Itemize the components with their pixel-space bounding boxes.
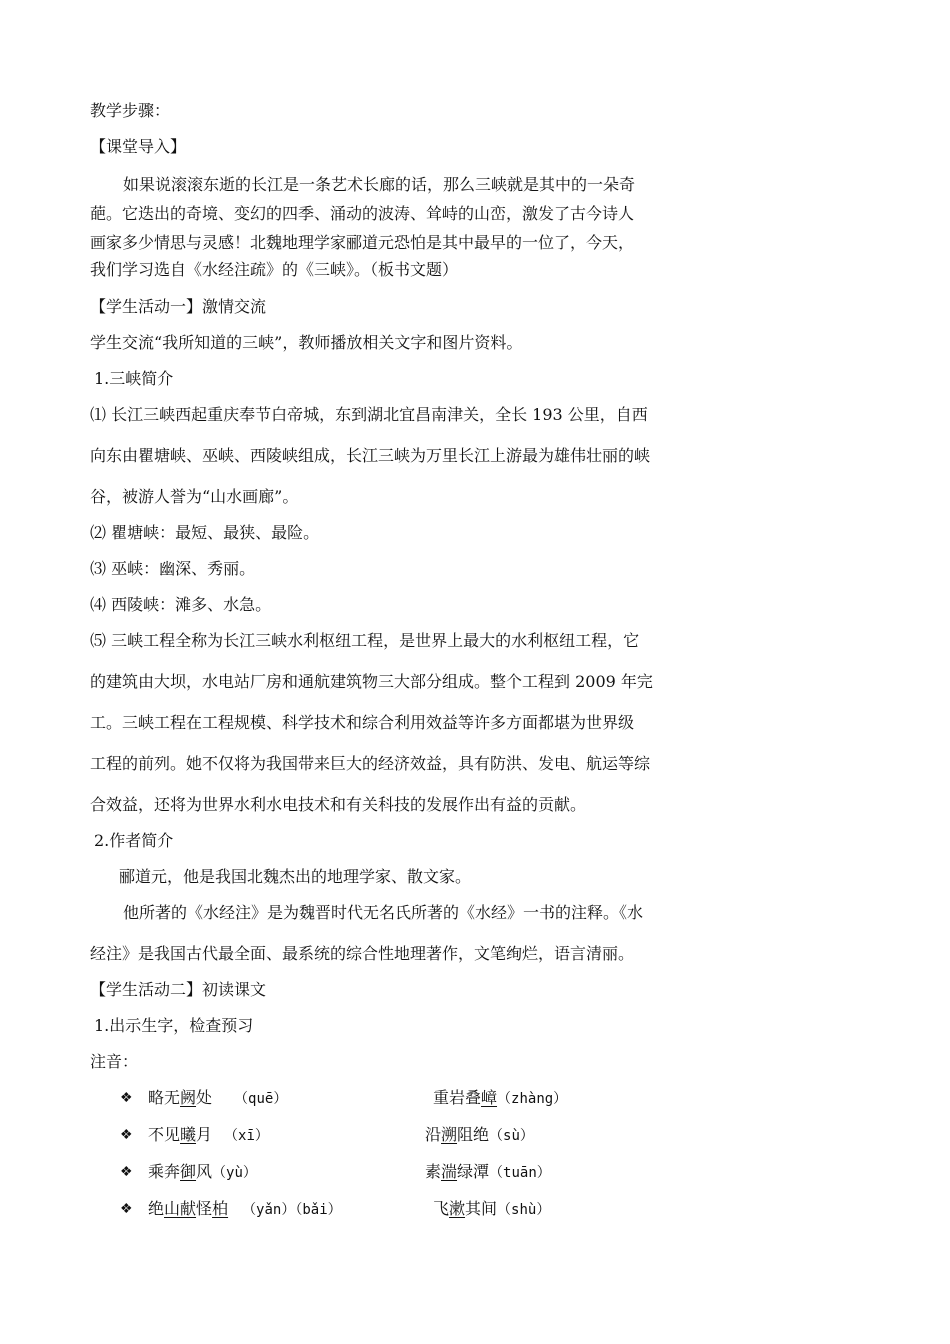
section-paragraph-line: 谷，被游人誉为“山水画廊”。 [90, 487, 299, 506]
author-paragraph-line: 郦道元，他是我国北魏杰出的地理学家、散文家。 [119, 867, 472, 886]
section-paragraph-line: ⑴ 长江三峡西起重庆奉节白帝城，东到湖北宜昌南津关，全长 193 公里，自西 [90, 405, 648, 424]
notes-label: 注音： [90, 1052, 139, 1071]
intro-paragraph-line: 如果说滚滚东逝的长江是一条艺术长廊的话，那么三峡就是其中的一朵奇 [123, 175, 636, 194]
underlined-character: 曦 [180, 1125, 197, 1144]
underlined-character: 阙 [180, 1088, 197, 1107]
author-paragraph-line: 他所著的《水经注》是为魏晋时代无名氏所著的《水经》一书的注释。《水 [123, 903, 644, 922]
diamond-bullet-icon: ❖ [120, 1164, 133, 1180]
section-paragraph-line: 合效益，还将为世界水利水电技术和有关科技的发展作出有益的贡献。 [90, 795, 587, 814]
underlined-character: 湍 [441, 1162, 458, 1181]
pinyin: （yǎn）（bǎi） [242, 1202, 342, 1218]
pinyin: （shù） [497, 1202, 551, 1218]
underlined-character: 柏 [212, 1199, 229, 1218]
vocab-item: 沿溯阻绝（sù） [425, 1125, 534, 1144]
vocab-item: 重岩叠嶂（zhàng） [433, 1088, 568, 1107]
vocab-item: 乘奔御风（yù） [148, 1162, 257, 1181]
section-paragraph-line: 向东由瞿塘峡、巫峡、西陵峡组成，长江三峡为万里长江上游最为雄伟壮丽的峡 [90, 446, 651, 465]
intro-paragraph-line: 我们学习选自《水经注疏》的《三峡》。（板书文题） [90, 260, 459, 279]
activity2-heading: 【学生活动二】初读课文 [90, 980, 267, 999]
pinyin: （xī） [224, 1128, 269, 1144]
section-title-author: 2.作者简介 [94, 831, 174, 850]
vocab-item: 飞漱其间（shù） [433, 1199, 551, 1218]
diamond-bullet-icon: ❖ [120, 1090, 133, 1106]
intro-paragraph-line: 画家多少情思与灵感！北魏地理学家郦道元恐怕是其中最早的一位了，今天， [90, 233, 635, 252]
underlined-character: 漱 [449, 1199, 466, 1218]
underlined-character: 山献 [164, 1199, 197, 1218]
pinyin: （yù） [212, 1165, 257, 1181]
vocab-item: 绝山献怪柏 （yǎn）（bǎi） [148, 1199, 342, 1218]
diamond-bullet-icon: ❖ [120, 1127, 133, 1143]
section-paragraph-line: 工程的前列。她不仅将为我国带来巨大的经济效益，具有防洪、发电、航运等综 [90, 754, 651, 773]
section-paragraph-line: 工。三峡工程在工程规模、科学技术和综合利用效益等许多方面都堪为世界级 [90, 713, 635, 732]
activity1-heading: 【学生活动一】激情交流 [90, 297, 267, 316]
diamond-bullet-icon: ❖ [120, 1201, 133, 1217]
underlined-character: 溯 [441, 1125, 458, 1144]
vocab-item: 素湍绿潭（tuān） [425, 1162, 551, 1181]
activity1-description: 学生交流“我所知道的三峡”，教师播放相关文字和图片资料。 [90, 333, 523, 352]
pinyin: （quē） [234, 1091, 288, 1107]
author-paragraph-line: 经注》是我国古代最全面、最系统的综合性地理著作，文笔绚烂，语言清丽。 [90, 944, 635, 963]
underlined-character: 御 [180, 1162, 197, 1181]
pinyin: （tuān） [489, 1165, 551, 1181]
section-paragraph-line: ⑵ 瞿塘峡：最短、最狭、最险。 [90, 523, 320, 542]
section-paragraph-line: 的建筑由大坝，水电站厂房和通航建筑物三大部分组成。整个工程到 2009 年完 [90, 672, 653, 691]
intro-heading: 【课堂导入】 [90, 137, 187, 156]
intro-paragraph-line: 葩。它迭出的奇境、变幻的四季、涌动的波涛、耸峙的山峦，激发了古今诗人 [90, 204, 635, 223]
section-paragraph-line: ⑶ 巫峡：幽深、秀丽。 [90, 559, 256, 578]
pinyin: （sù） [489, 1128, 534, 1144]
vocab-item: 略无阙处 （quē） [148, 1088, 288, 1107]
vocab-item: 不见曦月 （xī） [148, 1125, 269, 1144]
underlined-character: 嶂 [481, 1088, 498, 1107]
section-paragraph-line: ⑷ 西陵峡：滩多、水急。 [90, 595, 272, 614]
section-title-three-gorges: 1.三峡简介 [94, 369, 174, 388]
pinyin: （zhàng） [497, 1091, 568, 1107]
section-paragraph-line: ⑸ 三峡工程全称为长江三峡水利枢纽工程，是世界上最大的水利枢纽工程，它 [90, 631, 640, 650]
section-title-preview: 1.出示生字，检查预习 [94, 1016, 254, 1035]
steps-title: 教学步骤： [90, 101, 171, 120]
